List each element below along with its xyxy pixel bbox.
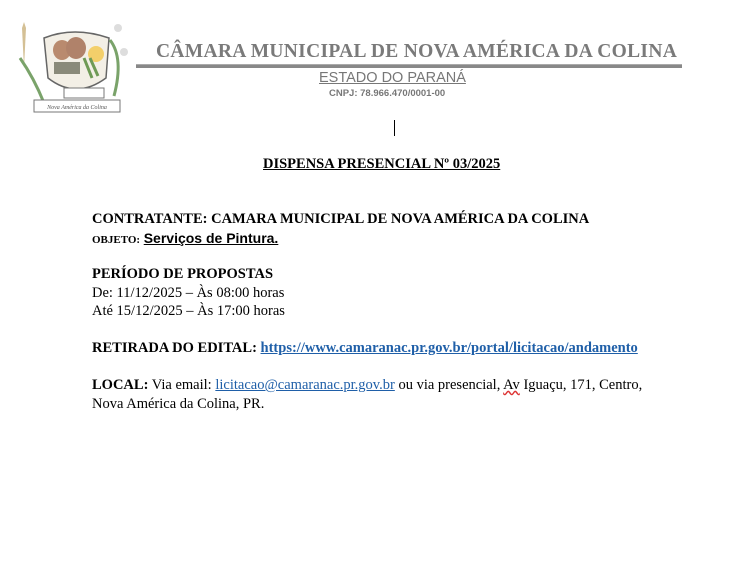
svg-text:Nova América da Colina: Nova América da Colina (47, 105, 107, 111)
municipal-coat-of-arms-icon (14, 18, 142, 118)
objeto-value: Serviços de Pintura. (143, 230, 279, 246)
local-middle: ou via presencial, (398, 377, 501, 393)
objeto-line (92, 230, 278, 248)
header-divider (136, 64, 682, 68)
local-line-2: Nova América da Colina, PR. (92, 396, 265, 412)
header-cnpj: CNPJ: 78.966.470/0001-00 (329, 88, 446, 99)
contratante-label: CONTRATANTE: (92, 211, 208, 227)
contratante-line (92, 211, 589, 228)
edital-label: RETIRADA DO EDITAL: (92, 340, 257, 356)
periodo-de: De: 11/12/2025 – Às 08:00 horas (92, 285, 285, 301)
local-line (92, 377, 642, 394)
email-link[interactable]: licitacao@camaranac.pr.gov.br (215, 377, 395, 393)
document-title: DISPENSA PRESENCIAL Nº 03/2025 (263, 156, 501, 172)
text-cursor (394, 120, 395, 136)
local-prefix: Via email: (151, 377, 212, 393)
header-state: ESTADO DO PARANÁ (319, 70, 466, 86)
header-title: CÂMARA MUNICIPAL DE NOVA AMÉRICA DA COLINA (156, 41, 678, 62)
objeto-label: OBJETO: (92, 234, 141, 246)
periodo-heading: PERÍODO DE PROPOSTAS (92, 266, 274, 282)
local-address: Iguaçu, 171, Centro, (523, 377, 643, 393)
edital-link[interactable]: https://www.camaranac.pr.gov.br/portal/licitacao/andamento (260, 340, 638, 356)
periodo-ate: Até 15/12/2025 – Às 17:00 horas (92, 303, 285, 319)
contratante-value: CAMARA MUNICIPAL DE NOVA AMÉRICA DA COLINA (211, 211, 590, 227)
spellcheck-av: Av (503, 377, 520, 393)
local-label: LOCAL: (92, 377, 149, 393)
edital-line (92, 340, 638, 357)
